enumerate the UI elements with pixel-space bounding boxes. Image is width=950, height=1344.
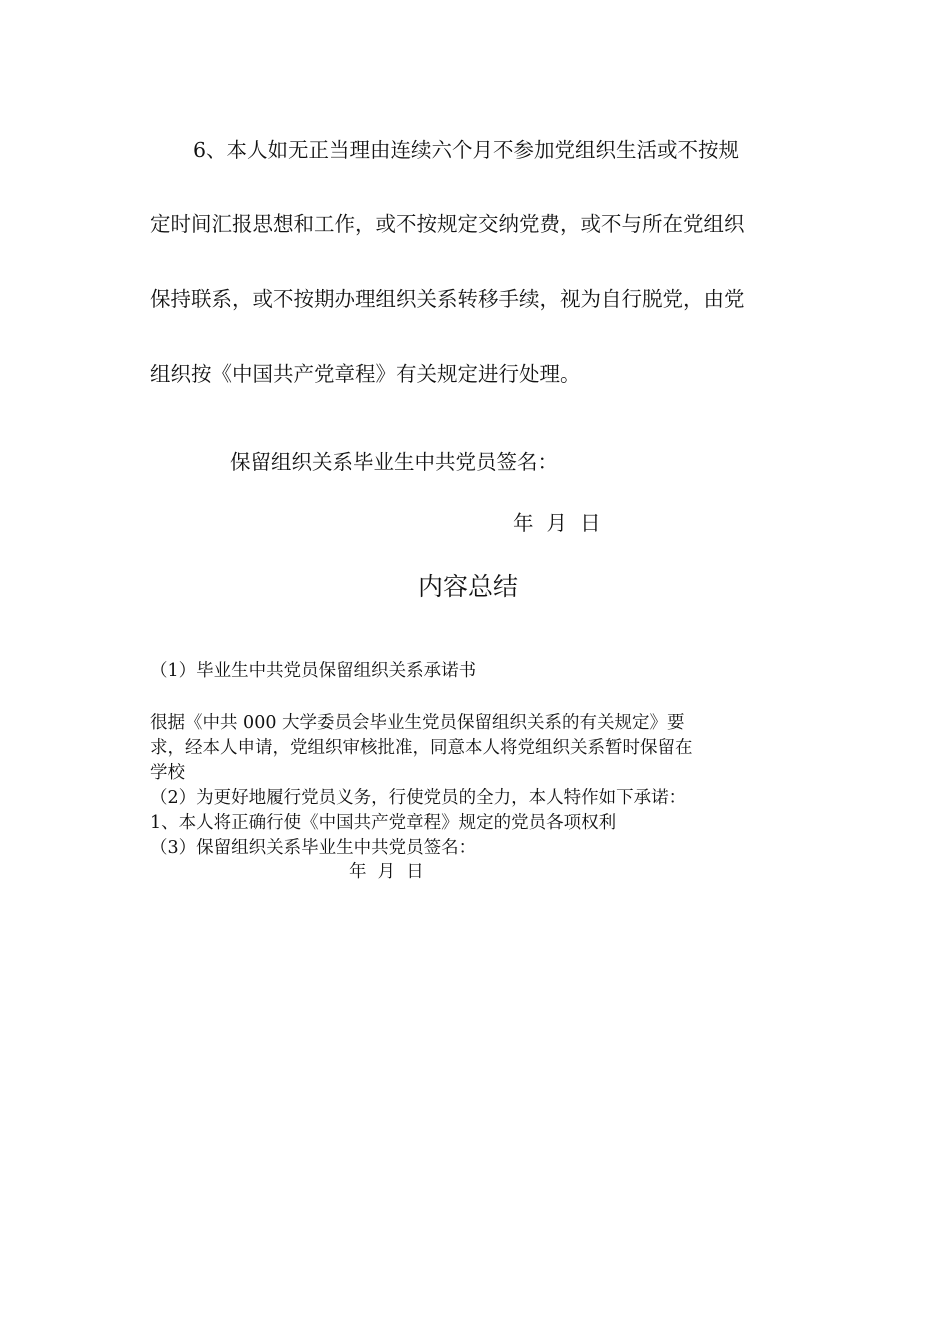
clause6-line4: 组织按《中国共产党章程》有关规定进行处理。 <box>150 362 581 386</box>
clause6-line2: 定时间汇报思想和工作，或不按规定交纳党费，或不与所在党组织 <box>150 212 745 236</box>
clause6-line3: 保持联系，或不按期办理组织关系转移手续，视为自行脱党，由党 <box>150 287 745 311</box>
summary-date: 年 月 日 <box>349 862 424 882</box>
signature-label: 保留组织关系毕业生中共党员签名： <box>230 450 558 474</box>
summary-paragraph-line1: 很据《中共 000 大学委员会毕业生党员保留组织关系的有关规定》要 <box>150 713 685 733</box>
summary-paragraph-line2: 求，经本人申请，党组织审核批准，同意本人将党组织关系暂时保留在 <box>150 738 693 758</box>
summary-item-2-sub: 1、本人将正确行使《中国共产党章程》规定的党员各项权利 <box>150 813 617 833</box>
summary-item-3: （3）保留组织关系毕业生中共党员签名： <box>150 838 477 858</box>
summary-item-2: （2）为更好地履行党员义务，行使党员的全力，本人特作如下承诺： <box>150 788 687 808</box>
summary-paragraph-line3: 学校 <box>150 763 185 783</box>
summary-item-1: （1）毕业生中共党员保留组织关系承诺书 <box>150 661 477 681</box>
clause6-line1: 6、本人如无正当理由连续六个月不参加党组织生活或不按规 <box>193 138 740 162</box>
summary-title: 内容总结 <box>418 572 519 601</box>
signature-date: 年 月 日 <box>513 511 601 535</box>
